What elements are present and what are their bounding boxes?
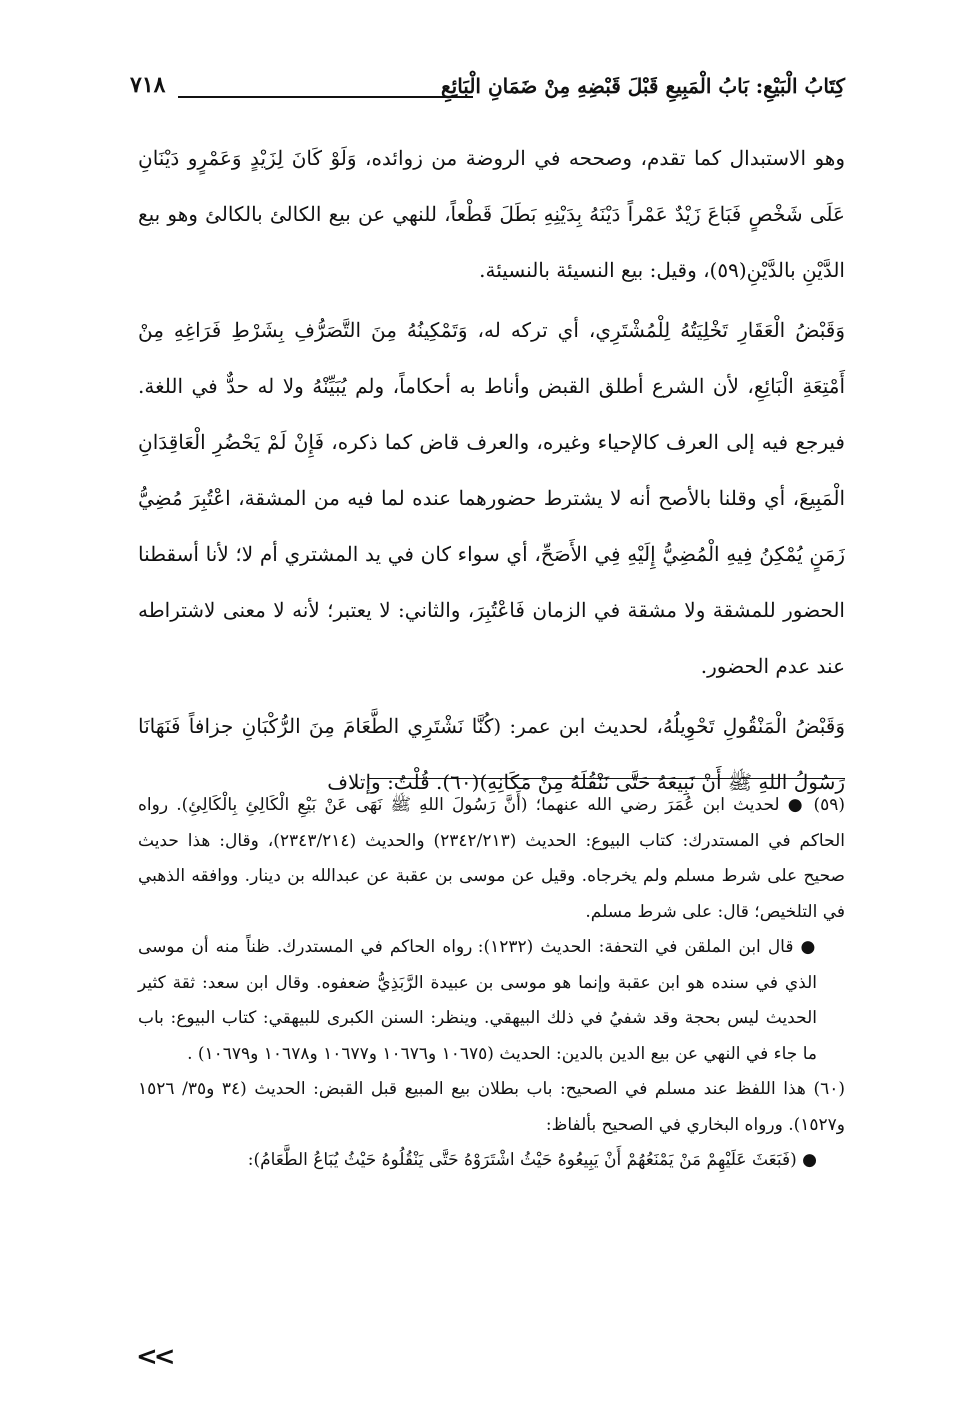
paragraph-3: وَقَبْضُ الْمَنْقُولِ تَحْوِيلُهُ، لحديث ابن عمر: (كُنَّا نَشْتَرِي الطَّعَامَ مِنَ الرُّكْبَانِ جزافاً فَنَهَانَا رَسُولُ اللهِ ﷺ أَنْ نَبِيعَهُ حَتَّى نَنْقُلَهُ مِنْ مَكَانِهِ)(٦٠). قُلْتُ: وإتلاف (138, 714, 845, 794)
footnotes (138, 788, 845, 1179)
continuation-mark: << (136, 1342, 172, 1372)
running-header (130, 68, 845, 110)
footnote-60: (٦٠) هذا اللفظ عند مسلم في الصحيح: باب بطلان بيع المبيع قبل القبض: الحديث (٣٤ و٣٥/ ١٥٢٦ و١٥٢٧). ورواه البخاري في الصحيح بألفاظ: (138, 1079, 845, 1135)
footnote-59-note: ● قال ابن الملقن في التحفة: الحديث (١٢٣٢): رواه الحاكم في المستدرك. ظناً منه أن موسى الذي في سنده هو ابن عقبة وإنما هو موسى بن عبيدة الرَّبَذِيُّ ضعفوه. وقال ابن سعد: ثقة كثير الحديث ليس بحجة وقد شفيُ في ذلك البيهقي. وينظر: السنن الكبرى للبيهقي: كتاب البيوع: باب ما جاء في النهي عن بيع الدين بالدين: الحديث (١٠٦٧٥ و١٠٦٧٦ و١٠٦٧٧ و١٠٦٧٨ و١٠٦٧٩) . (138, 937, 817, 1064)
paragraph-1: وهو الاستبدال كما تقدم، وصححه في الروضة من زوائده، وَلَوْ كَانَ لِزَيْدٍ وَعَمْرٍو دَيْنَانِ عَلَى شَخْصٍ فَبَاعَ زَيْدٌ عَمْراً دَيْنَهُ بِدَيْنِهِ بَطَلَ قَطْعاً، للنهي عن بيع الكالئ بالكالئ وهو بيع الدَّيْنِ بالدَّيْنِ(٥٩)، وقيل: بيع النسيئة بالنسيئة. (138, 146, 845, 282)
page-number: ٧١٨ (130, 72, 166, 98)
footnote-59: (٥٩) ● لحديث ابن عُمَرَ رضي الله عنهما؛ (أَنَّ رَسُولَ اللهِ ﷺ نَهَى عَنْ بَيْعِ الْكَالِئِ بِالْكَالِئِ). رواه الحاكم في المستدرك: كتاب البيوع: الحديث (٢٣٤٢/٢١٣) والحديث (٢٣٤٣/٢١٤)، وقال: هذا حديث صحيح على شرط مسلم ولم يخرجاه. وقيل عن موسى بن عقبة عن عبدالله بن دينار. ووافقه الذهبي في التلخيص؛ قال: على شرط مسلم. (138, 795, 845, 922)
main-text (138, 130, 845, 810)
header-rule (178, 96, 473, 98)
running-header-title: كِتَابُ الْبَيْعِ: بَابُ الْمَبِيعِ قَبْلَ قَبْضِهِ مِنْ ضَمَانِ الْبَائِعِ (440, 74, 845, 98)
paragraph-2: وَقَبْضُ الْعَقَارِ تَخْلِيَتُهُ لِلْمُشْتَرِي، أي تركه له، وَتَمْكِينُهُ مِنَ التَّصَرُّفِ بِشَرْطِ فَرَاغِهِ مِنْ أَمْتِعَةِ الْبَائِعِ، لأن الشرع أطلق القبض وأناط به أحكاماً، ولم يُبَيِّنْهُ ولا له حدٌّ في اللغة. فيرجع فيه إلى العرف كالإحياء وغيره، والعرف قاض كما ذكره، فَإِنْ لَمْ يَحْضُرِ الْعَاقِدَانِ الْمَبِيعَ، أي وقلنا بالأصح أنه لا يشترط حضورهما عنده لما فيه من المشقة، اعْتُبِرَ مُضِيُّ زَمَنٍ يُمْكِنُ فِيهِ الْمُضِيُّ إِلَيْهِ فِي الأَصَحِّ، أي سواء كان في يد المشتري أم لا؛ لأنا أسقطنا الحضور للمشقة ولا مشقة في الزمان فَاعْتُبِرَ، والثاني: لا يعتبر؛ لأنه لا معنى لاشتراطه عند عدم الحضور. (138, 318, 845, 678)
footnote-separator (368, 778, 845, 779)
footnote-60-note: ● (فَبَعَثَ عَلَيْهِمْ مَنْ يَمْنَعُهُمْ أَنْ يَبِيعُوهُ حَيْثُ اشْتَرَوْهُ حَتَّى يَنْقُلُوهُ حَيْثُ يُبَاعُ الطَّعَامُ): (247, 1150, 817, 1170)
